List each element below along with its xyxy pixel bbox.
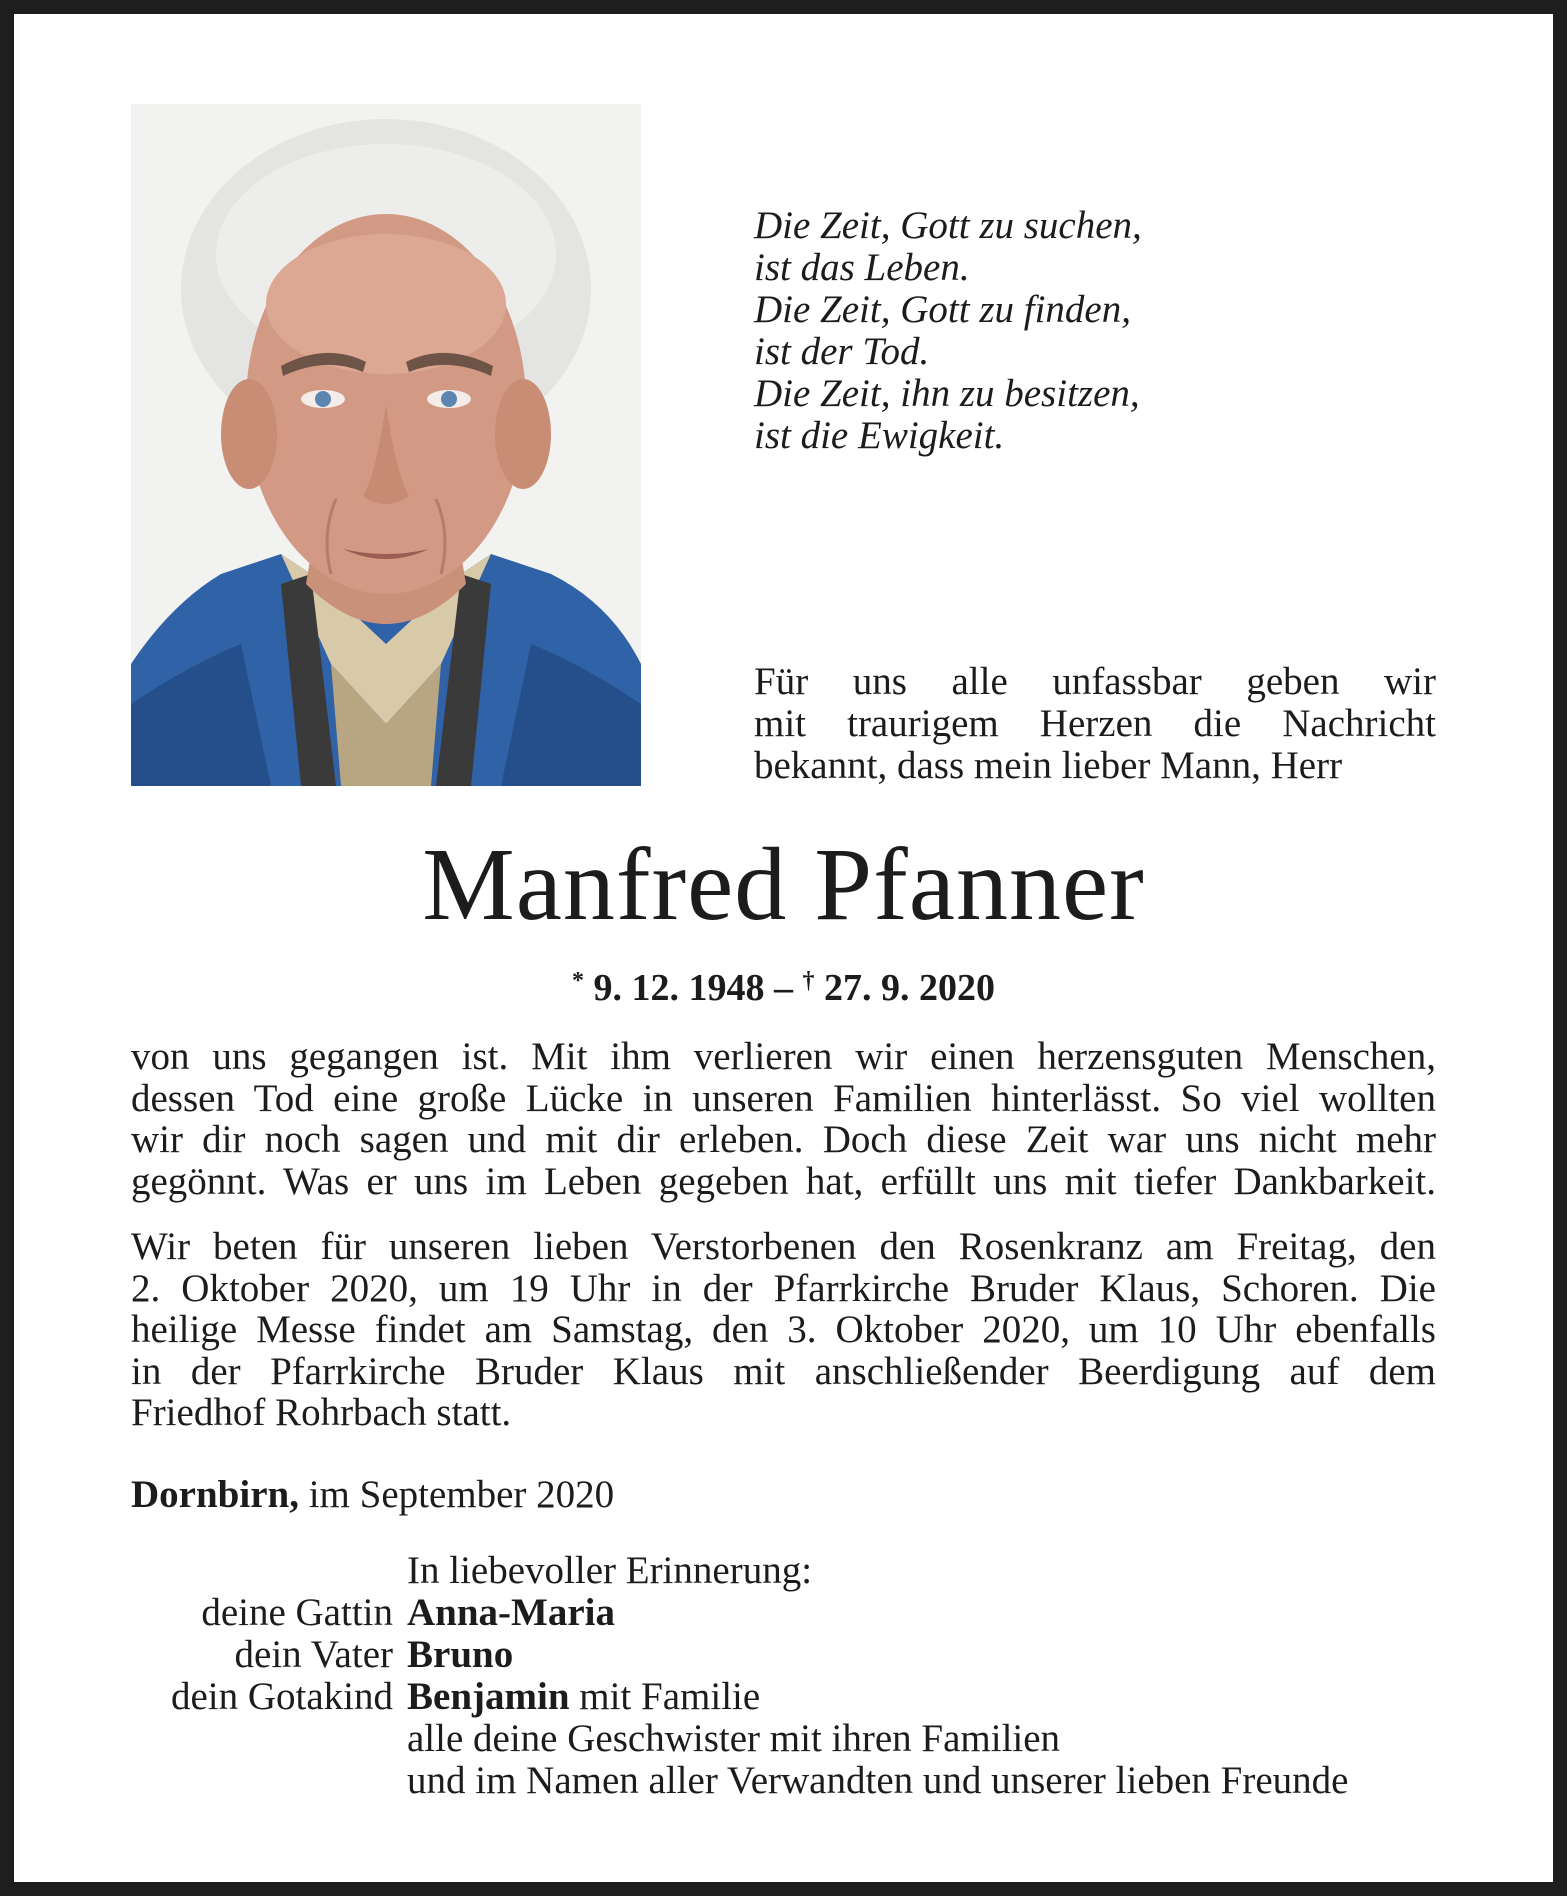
mourners-list — [131, 1550, 1451, 1802]
intro-line: mit traurigem Herzen die Nachricht — [754, 702, 1436, 745]
announcement-intro — [754, 661, 1436, 787]
mourner-relation: dein Vater — [234, 1633, 393, 1676]
mourner-suffix: mit Familie — [569, 1675, 761, 1718]
mourner-row — [131, 1634, 1451, 1676]
poem-line: Die Zeit, Gott zu suchen, — [754, 204, 1142, 247]
poem-line: ist die Ewigkeit. — [754, 414, 1005, 457]
place: Dornbirn, — [131, 1473, 299, 1516]
life-dates — [0, 960, 1567, 1009]
mourner-name: Benjamin — [407, 1675, 570, 1718]
mourner-relation: dein Gotakind — [170, 1675, 393, 1718]
mourner-relation: deine Gattin — [201, 1591, 393, 1634]
mourners-closing-line: und im Namen aller Verwandten und unserer lieben Freunde — [407, 1759, 1349, 1802]
paragraph-line: in der Pfarrkirche Bruder Klaus mit anschließender Beerdigung auf dem — [131, 1349, 1436, 1393]
poem-line: Die Zeit, Gott zu finden, — [754, 288, 1131, 331]
poem-line: ist das Leben. — [754, 246, 970, 289]
birth-symbol: * — [572, 968, 584, 994]
mourners-closing-line: alle deine Geschwister mit ihren Familien — [407, 1717, 1061, 1760]
paragraph-tribute — [131, 1036, 1436, 1202]
intro-line: bekannt, dass mein lieber Mann, Herr — [754, 744, 1343, 787]
mourner-row — [131, 1676, 1451, 1718]
paragraph-line: dessen Tod eine große Lücke in unseren Familien hinterlässt. So viel wollten — [131, 1076, 1436, 1120]
portrait-photo — [131, 104, 641, 786]
mourner-name: Anna-Maria — [407, 1591, 615, 1634]
mourner-row — [131, 1592, 1451, 1634]
paragraph-line: heilige Messe findet am Samstag, den 3. Oktober 2020, um 10 Uhr ebenfalls — [131, 1308, 1436, 1351]
birth-date: 9. 12. 1948 — [593, 967, 765, 1009]
paragraph-line: Wir beten für unseren lieben Verstorbenen den Rosenkranz am Freitag, den — [131, 1225, 1436, 1268]
poem-line: ist der Tod. — [754, 330, 930, 373]
place-and-date — [131, 1474, 614, 1516]
poem-line: Die Zeit, ihn zu besitzen, — [754, 372, 1140, 415]
intro-line: Für uns alle unfassbar geben wir — [754, 660, 1436, 703]
date: im September 2020 — [308, 1473, 615, 1516]
paragraph-line: wir dir noch sagen und mit dir erleben. Doch diese Zeit war uns nicht mehr — [131, 1118, 1436, 1161]
mourner-name: Bruno — [407, 1633, 514, 1676]
deceased-name: Manfred Pfanner — [422, 827, 1145, 942]
death-date: 27. 9. 2020 — [824, 967, 995, 1009]
paragraph-line: 2. Oktober 2020, um 19 Uhr in der Pfarrkirche Bruder Klaus, Schoren. Die — [131, 1266, 1436, 1310]
paragraph-service-details — [131, 1226, 1436, 1434]
paragraph-line: von uns gegangen ist. Mit ihm verlieren wir einen herzensguten Menschen, — [131, 1035, 1436, 1078]
mourners-heading: In liebevoller Erinnerung: — [407, 1549, 813, 1592]
death-symbol: † — [802, 968, 815, 994]
date-separator: – — [774, 967, 793, 1009]
portrait-photo-icon — [131, 104, 641, 786]
paragraph-line: gegönnt. Was er uns im Leben gegeben hat, erfüllt uns mit tiefer Dankbarkeit. — [131, 1159, 1436, 1203]
paragraph-line: Friedhof Rohrbach statt. — [131, 1391, 512, 1434]
memorial-poem — [754, 205, 1454, 457]
